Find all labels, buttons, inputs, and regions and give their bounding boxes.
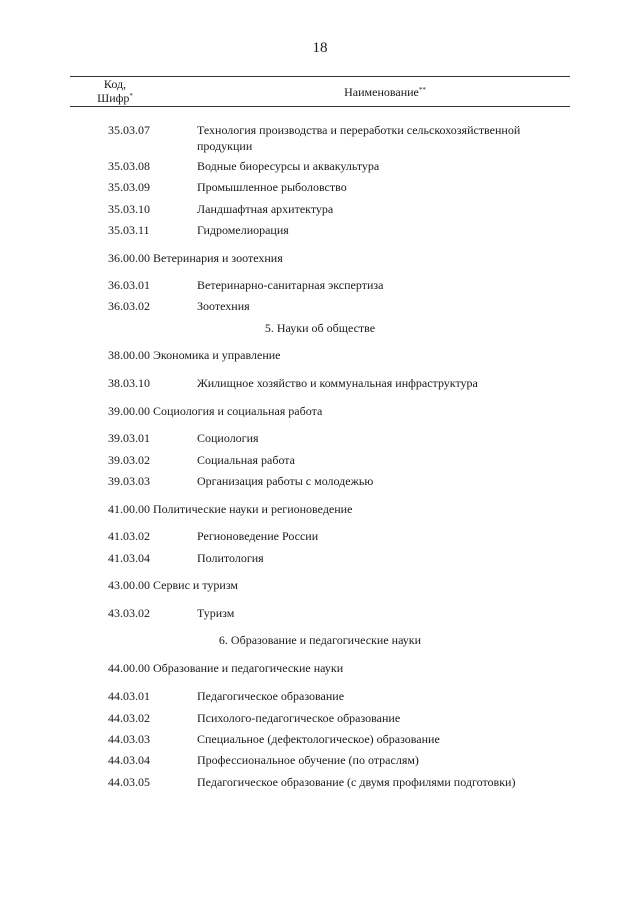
header-code-column xyxy=(70,77,160,105)
header-code-label: Код, xyxy=(103,77,127,91)
row-code: 38.03.10 xyxy=(108,376,150,390)
group-heading: 39.00.00 Социология и социальная работа xyxy=(108,404,323,418)
row-code: 44.03.01 xyxy=(108,689,150,703)
row-name: Профессиональное обучение (по отраслям) xyxy=(197,753,419,767)
group-heading: 44.00.00 Образование и педагогические науки xyxy=(108,661,344,675)
row-name: Педагогическое образование (с двумя профилями подготовки) xyxy=(197,775,516,789)
row-name: Технология производства и переработки сельскохозяйственной продукции xyxy=(197,123,521,153)
page-number: 18 xyxy=(312,40,328,56)
row-name: Специальное (дефектологическое) образование xyxy=(197,732,440,746)
row-code: 36.03.02 xyxy=(108,299,150,313)
header-name-column xyxy=(200,85,570,100)
group-heading: 38.00.00 Экономика и управление xyxy=(108,348,281,362)
row-name: Регионоведение России xyxy=(197,529,319,543)
row-code: 35.03.08 xyxy=(108,159,150,173)
row-name: Гидромелиорация xyxy=(197,223,289,237)
row-name: Туризм xyxy=(197,606,235,620)
header-name-footnote-mark: ** xyxy=(418,86,426,94)
row-name: Социальная работа xyxy=(197,453,295,467)
row-code: 39.03.02 xyxy=(108,453,150,467)
row-code: 44.03.03 xyxy=(108,732,150,746)
group-heading: 41.00.00 Политические науки и регионоведение xyxy=(108,502,353,516)
row-code: 41.03.04 xyxy=(108,551,150,565)
row-code: 36.03.01 xyxy=(108,278,150,292)
header-cipher-footnote-mark: * xyxy=(129,92,133,100)
row-code: 41.03.02 xyxy=(108,529,150,543)
group-heading: 36.00.00 Ветеринария и зоотехния xyxy=(108,251,283,265)
group-heading: 43.00.00 Сервис и туризм xyxy=(108,578,238,592)
row-code: 35.03.09 xyxy=(108,180,150,194)
header-name-label: Наименование xyxy=(344,85,419,99)
row-name: Жилищное хозяйство и коммунальная инфраструктура xyxy=(197,376,478,390)
row-code: 35.03.11 xyxy=(108,223,150,237)
row-name: Социология xyxy=(197,431,259,445)
row-code: 35.03.07 xyxy=(108,123,150,137)
row-code: 35.03.10 xyxy=(108,202,150,216)
row-name: Политология xyxy=(197,551,264,565)
row-code: 44.03.02 xyxy=(108,711,150,725)
row-name: Психолого-педагогическое образование xyxy=(197,711,401,725)
row-name: Организация работы с молодежью xyxy=(197,474,374,488)
row-name: Педагогическое образование xyxy=(197,689,345,703)
row-code: 43.03.02 xyxy=(108,606,150,620)
row-name: Водные биоресурсы и аквакультура xyxy=(197,159,380,173)
row-code: 39.03.01 xyxy=(108,431,150,445)
row-name: Промышленное рыболовство xyxy=(197,180,347,194)
row-name: Ландшафтная архитектура xyxy=(197,202,334,216)
section-heading: 6. Образование и педагогические науки xyxy=(218,633,422,647)
row-name: Зоотехния xyxy=(197,299,250,313)
row-name: Ветеринарно-санитарная экспертиза xyxy=(197,278,384,292)
row-code: 39.03.03 xyxy=(108,474,150,488)
row-code: 44.03.05 xyxy=(108,775,150,789)
table-header-bottom-rule xyxy=(70,106,570,107)
row-code: 44.03.04 xyxy=(108,753,150,767)
section-heading: 5. Науки об обществе xyxy=(264,321,376,335)
header-cipher-line xyxy=(70,91,160,105)
header-cipher-label: Шифр xyxy=(97,91,130,105)
